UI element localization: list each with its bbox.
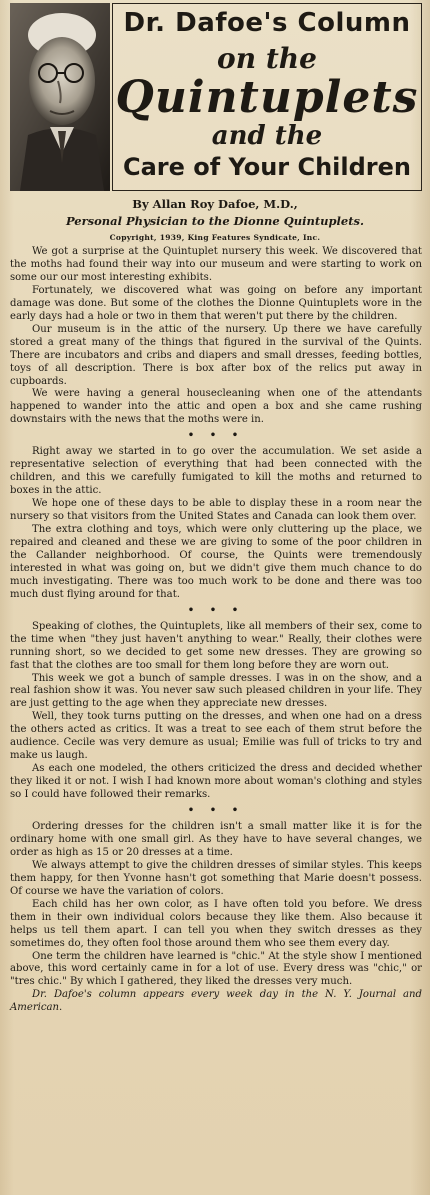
column-title-line: and the (211, 121, 323, 151)
paragraph: We got a surprise at the Quintuplet nursery this week. We discovered that the moths had found their way into our museum and were starting to work on some our our most interesting exhibits. (10, 246, 422, 283)
section-separator: • • • (187, 805, 245, 817)
paragraph: Ordering dresses for the children isn't a small matter like it is for the ordinary home with one small girl. As they have to have several changes, we order as high as 15 or 20 dresses at a time. (10, 820, 422, 858)
article-body (10, 246, 422, 1015)
column-title-line: on the (217, 42, 317, 75)
section-separator: • • • (187, 604, 245, 616)
author-portrait (10, 3, 110, 191)
paragraph: This week we got a bunch of sample dresses. I was in on the show, and a real fashion show it was. You never saw such pleased children in your life. They are just getting to the age when they appreciate new dresses. (10, 672, 422, 710)
paragraph: Fortunately, we discovered what was going on before any important damage was done. But some of the clothes the Dionne Quintuplets wore in the early days had a hole or two in them that weren't put there by the children. (10, 284, 422, 322)
paragraph: Right away we started in to go over the accumulation. We set aside a representative selection of everything that had been connected with the children, and this we carefully fumigated to kill the moths and returned to boxes in the attic. (10, 446, 422, 497)
author-byline: By Allan Roy Dafoe, M.D., (132, 197, 298, 211)
column-title-main: Quintuplets (115, 72, 419, 123)
author-title: Personal Physician to the Dionne Quintuplets. (65, 214, 365, 228)
paragraph: We were having a general housecleaning when one of the attendants happened to wander into the attic and open a box and she came rushing downstairs with the news that the moths were in. (10, 388, 422, 426)
paragraph: Speaking of clothes, the Quintuplets, like all members of their sex, come to the time when "they just haven't anything to wear." Really, their clothes were running short, so we decided to get some new dresses. They are growing so fast that the clothes are too small for them long before they are worn out. (10, 620, 422, 671)
paragraph: As each one modeled, the others criticized the dress and decided whether they liked it or not. I wish I had known more about woman's clothing and styles so I could have followed their remarks. (10, 763, 422, 801)
paragraph: Well, they took turns putting on the dresses, and when one had on a dress the others acted as critics. It was a treat to see each of them strut before the audience. Cecile was very demure as usual; Emilie was full of tricks to try and make us laugh. (10, 711, 422, 762)
column-title-box (112, 3, 422, 191)
column-footer-note: Dr. Dafoe's column appears every week day in the N. Y. Journal and American. (10, 989, 422, 1014)
section-separator: • • • (187, 430, 245, 442)
paragraph: We hope one of these days to be able to display these in a room near the nursery so that visitors from the United States and Canada can look them over. (10, 498, 422, 523)
column-title-line: Care of Your Children (122, 153, 412, 181)
paragraph: Our museum is in the attic of the nursery. Up there we have carefully stored a great many of the things that figured in the survival of the Quints. There are incubators and cribs and diapers and small dresses, feeding bottles, toys of all description. There is box after box of the relics put away in cupboards. (10, 323, 422, 387)
column-masthead (10, 3, 423, 193)
column-title-line: Dr. Dafoe's Column (123, 8, 411, 38)
paragraph: Each child has her own color, as I have often told you before. We dress them in their own individual colors because they like them. Also because it helps us tell them apart. I can tell you when they switch dresses as they sometimes do, they often fool those around them who see them every day. (10, 898, 422, 949)
paragraph: We always attempt to give the children dresses of similar styles. This keeps them happy, for then Yvonne hasn't got something that Marie doesn't possess. Of course we have the variation of colors. (10, 859, 422, 897)
paragraph: One term the children have learned is "chic." At the style show I mentioned above, this word certainly came in for a lot of use. Every dress was "chic," or "tres chic." By which I gathered, they liked the dresses very much. (10, 950, 422, 988)
copyright-notice: Copyright, 1939, King Features Syndicate, Inc. (109, 233, 321, 242)
paragraph: The extra clothing and toys, which were only cluttering up the place, we repaired and cleaned and these we are giving to some of the poor children in the Callander neighborhood. Of course, the Quints were tremendously interested in what was going on, but we didn't give them much chance to do much investigating. There was too much work to be done and there was too much dust flying around for that. (10, 524, 422, 600)
